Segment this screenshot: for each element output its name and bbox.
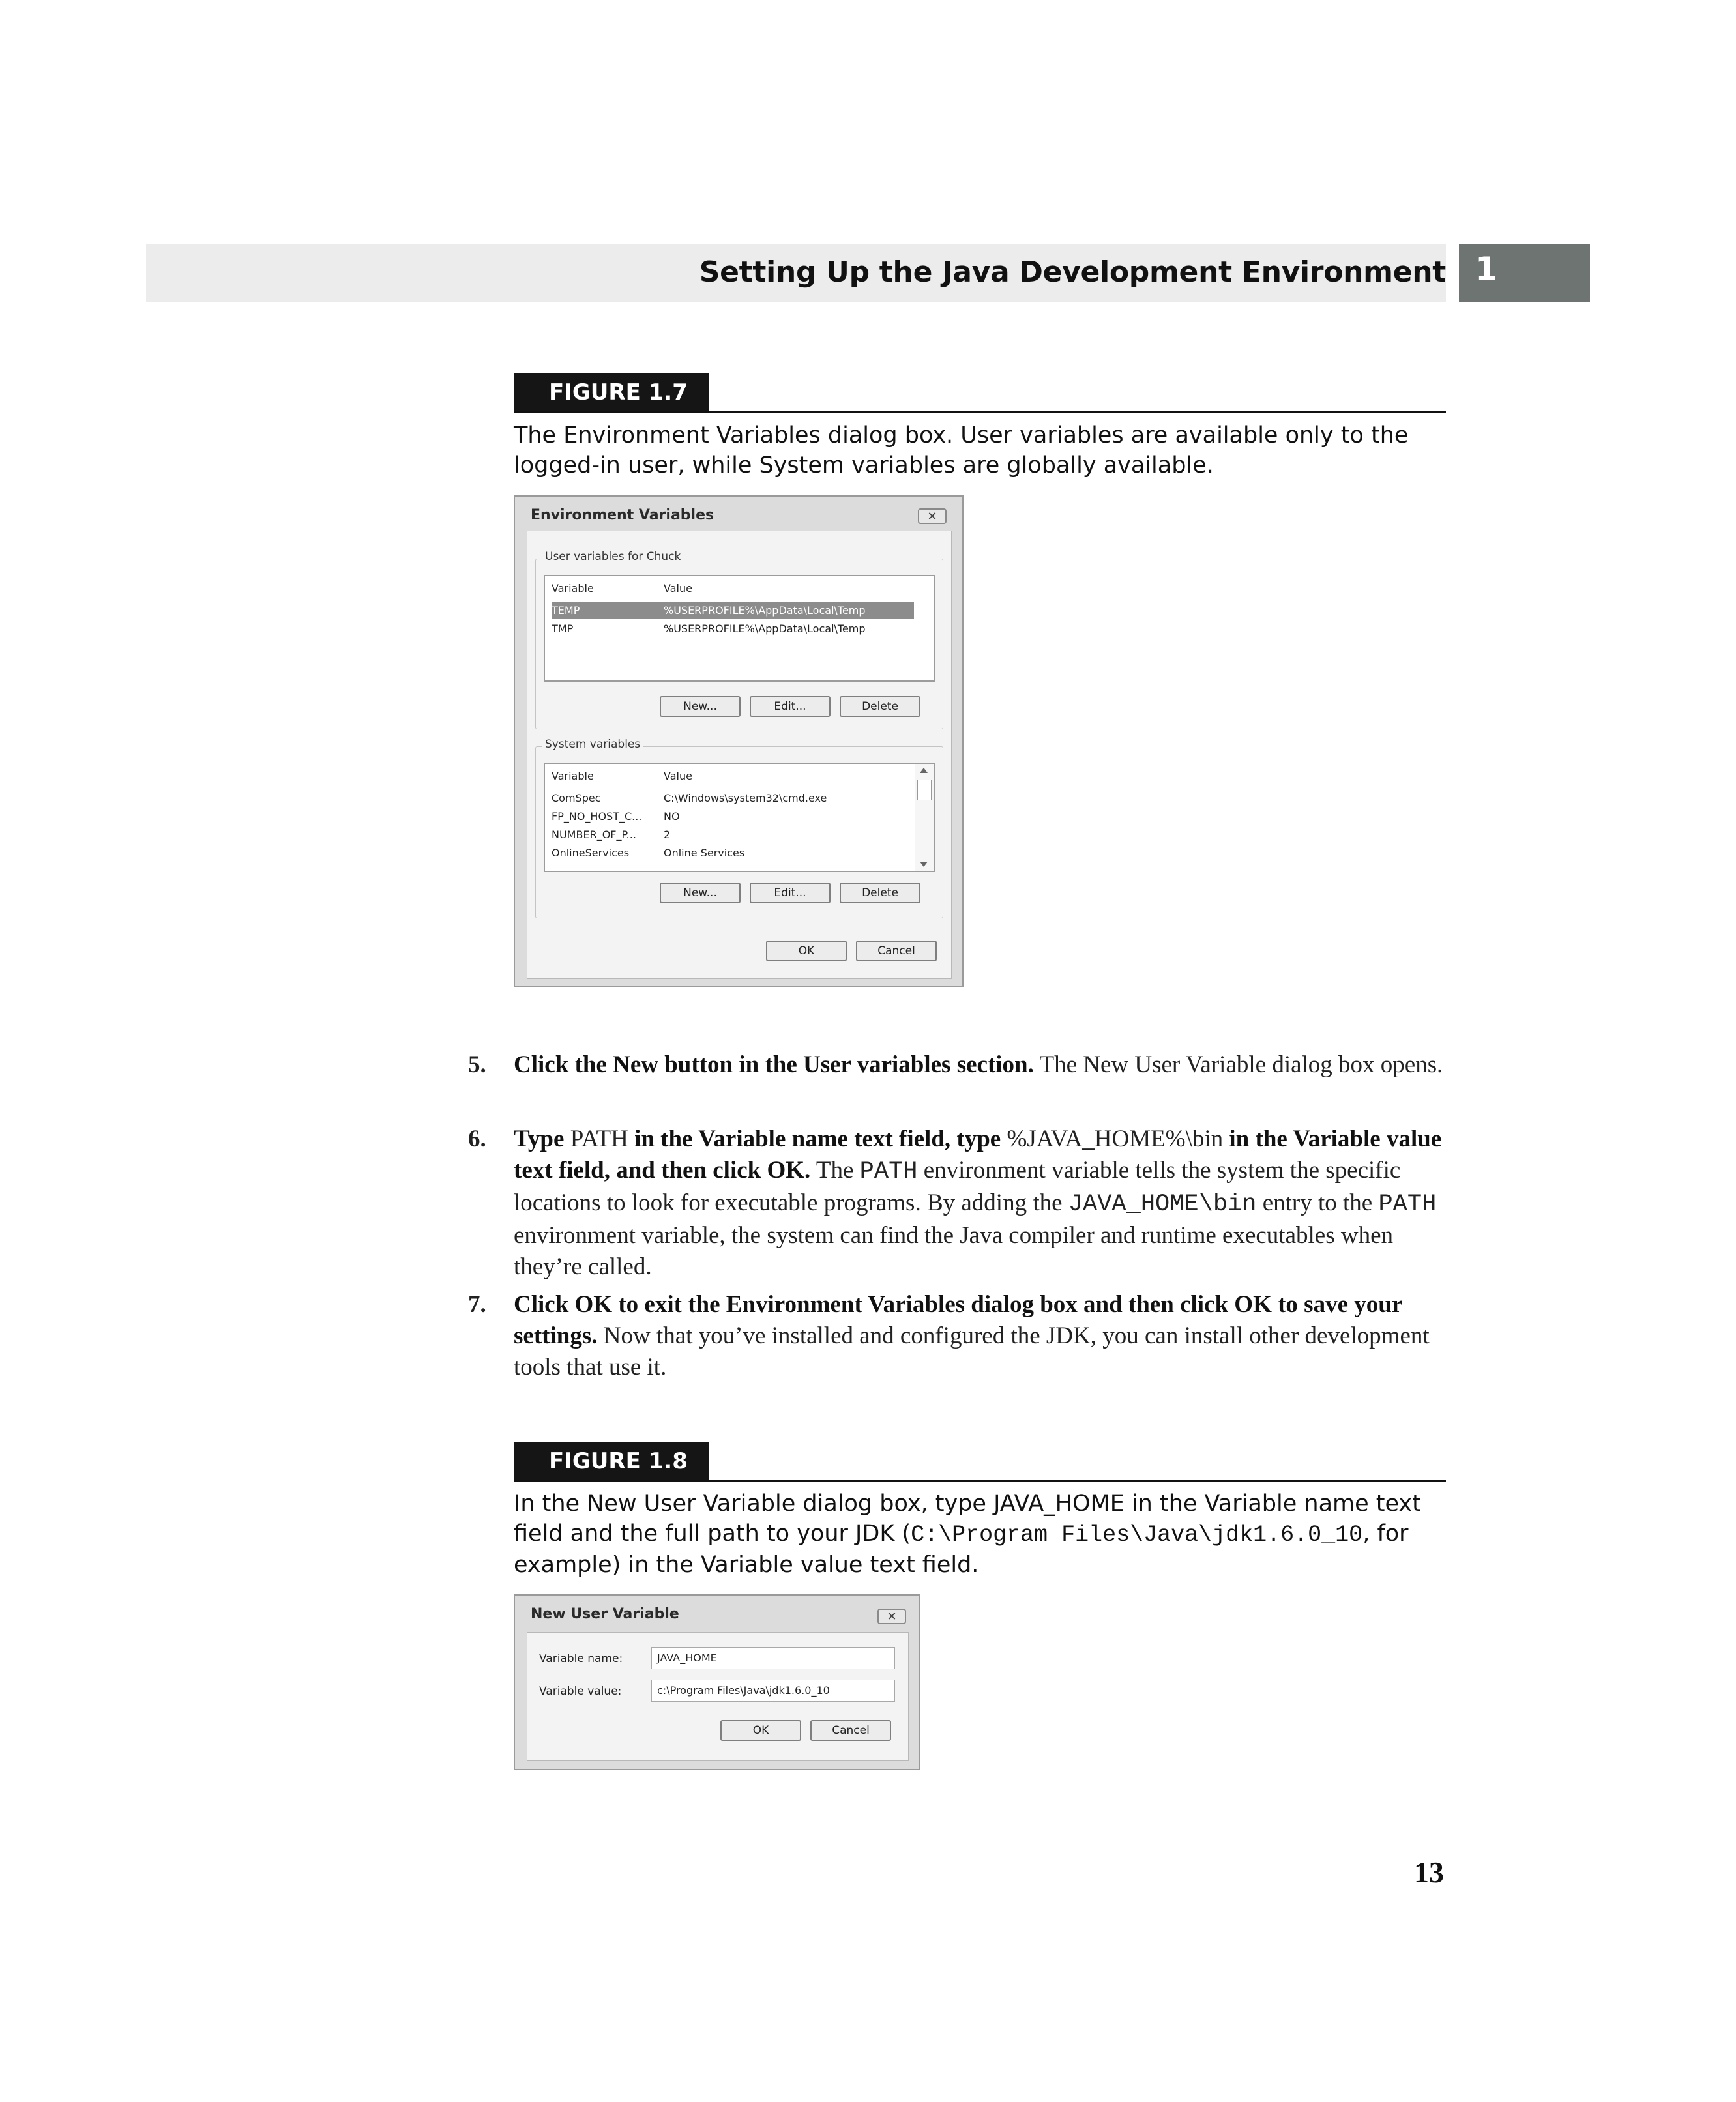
step-description: Now that you’ve installed and configured the JDK, you can install other development tools that use it.	[514, 1322, 1430, 1380]
step-description: The	[816, 1157, 854, 1184]
step-instruction: Click OK to exit the Environment Variables dialog box and then click OK to save your settings.	[514, 1291, 1402, 1349]
scroll-down-icon[interactable]	[920, 862, 928, 867]
dialog-title: Environment Variables	[531, 507, 714, 523]
figure-1-7-caption: The Environment Variables dialog box. User variables are available only to the logged-in user, while System variables are globally available.	[514, 422, 1409, 478]
list-item[interactable]	[552, 620, 914, 637]
close-icon[interactable]: ✕	[918, 508, 947, 524]
variable-name: TMP	[552, 622, 574, 635]
list-header	[552, 768, 914, 785]
step-instruction: Click the New button in the User variables section.	[514, 1051, 1034, 1078]
step-instruction: in the Variable name text field, type	[634, 1126, 1001, 1152]
variable-name: OnlineServices	[552, 847, 630, 859]
variable-value-label: Variable value:	[539, 1685, 622, 1698]
step-description: entry to the	[1262, 1190, 1373, 1216]
column-header-variable: Variable	[552, 582, 594, 594]
variable-name: TEMP	[552, 604, 580, 617]
list-item[interactable]	[552, 826, 914, 843]
running-header-title: Setting Up the Java Development Environment	[699, 255, 1446, 289]
figure-1-8-caption	[514, 1489, 1426, 1580]
code-text: PATH	[859, 1158, 918, 1186]
variable-name: FP_NO_HOST_C...	[552, 810, 642, 823]
page-number: 13	[1414, 1856, 1444, 1889]
chapter-tab	[1459, 244, 1590, 302]
chapter-number: 1	[1475, 250, 1497, 288]
user-variables-list[interactable]	[544, 575, 935, 682]
column-header-value: Value	[664, 582, 692, 594]
step-description: The New User Variable dialog box opens.	[1039, 1051, 1443, 1078]
list-item[interactable]	[552, 808, 914, 825]
typed-value: %JAVA_HOME%\bin	[1007, 1126, 1224, 1152]
system-edit-button[interactable]: Edit...	[750, 883, 831, 903]
typed-value: PATH	[570, 1126, 628, 1152]
cancel-button[interactable]: Cancel	[856, 941, 937, 961]
step-number: 6.	[468, 1126, 486, 1152]
system-variables-group-label: System variables	[542, 738, 643, 751]
step-instruction: Type	[514, 1126, 565, 1152]
variable-value: 2	[664, 828, 671, 841]
user-new-button[interactable]: New...	[660, 696, 741, 717]
list-header	[552, 580, 914, 597]
system-delete-button[interactable]: Delete	[840, 883, 920, 903]
step-instruction: in the Variable value text field, and then click OK.	[514, 1126, 1442, 1184]
user-delete-button[interactable]: Delete	[840, 696, 920, 717]
variable-value: %USERPROFILE%\AppData\Local\Temp	[664, 604, 866, 617]
user-variables-group	[535, 550, 943, 729]
variable-value: C:\Windows\system32\cmd.exe	[664, 792, 827, 804]
vertical-scrollbar[interactable]	[915, 764, 934, 871]
cancel-button[interactable]: Cancel	[810, 1720, 891, 1741]
caption-code: C:\Program Files\Java\jdk1.6.0_10	[911, 1522, 1363, 1548]
system-variables-group	[535, 738, 943, 918]
system-new-button[interactable]: New...	[660, 883, 741, 903]
environment-variables-dialog	[514, 495, 964, 987]
variable-value: Online Services	[664, 847, 745, 859]
variable-value: %USERPROFILE%\AppData\Local\Temp	[664, 622, 866, 635]
user-variables-group-label: User variables for Chuck	[542, 550, 683, 563]
code-text: PATH	[1378, 1191, 1437, 1218]
step-number: 7.	[468, 1291, 486, 1318]
scroll-up-icon[interactable]	[920, 768, 928, 773]
code-text: JAVA_HOME\bin	[1068, 1191, 1257, 1218]
variable-name: ComSpec	[552, 792, 601, 804]
figure-1-8-label: FIGURE 1.8	[514, 1442, 709, 1481]
new-user-variable-dialog	[514, 1594, 920, 1770]
dialog-body	[527, 1632, 909, 1761]
step-number: 5.	[468, 1051, 486, 1078]
figure-1-7-label: FIGURE 1.7	[514, 373, 709, 412]
variable-name-label: Variable name:	[539, 1652, 623, 1665]
column-header-value: Value	[664, 770, 692, 782]
variable-value-input[interactable]: c:\Program Files\Java\jdk1.6.0_10	[651, 1680, 895, 1702]
step-description: environment variable tells the system the specific locations to look for executable programs. By adding the	[514, 1157, 1401, 1216]
list-item[interactable]	[552, 602, 914, 619]
figure-1-7-rule	[514, 411, 1446, 413]
scroll-thumb[interactable]	[917, 780, 932, 800]
dialog-title: New User Variable	[531, 1606, 679, 1622]
variable-name-input[interactable]: JAVA_HOME	[651, 1647, 895, 1669]
system-variables-list[interactable]	[544, 763, 935, 872]
ok-button[interactable]: OK	[766, 941, 847, 961]
column-header-variable: Variable	[552, 770, 594, 782]
variable-value: NO	[664, 810, 680, 823]
caption-text: In the New User Variable dialog box, type JAVA_HOME in the Variable name text field and the full path to your JDK (	[514, 1491, 1421, 1547]
user-edit-button[interactable]: Edit...	[750, 696, 831, 717]
variable-name: NUMBER_OF_P...	[552, 828, 636, 841]
close-icon[interactable]: ✕	[877, 1609, 906, 1624]
caption-text: , for example) in the Variable value text field.	[514, 1521, 1409, 1578]
list-item[interactable]	[552, 790, 914, 807]
step-description: environment variable, the system can find the Java compiler and runtime executables when they’re called.	[514, 1222, 1394, 1280]
figure-1-8-rule	[514, 1480, 1446, 1482]
dialog-body	[527, 531, 952, 979]
list-item[interactable]	[552, 845, 914, 862]
ok-button[interactable]: OK	[720, 1720, 801, 1741]
